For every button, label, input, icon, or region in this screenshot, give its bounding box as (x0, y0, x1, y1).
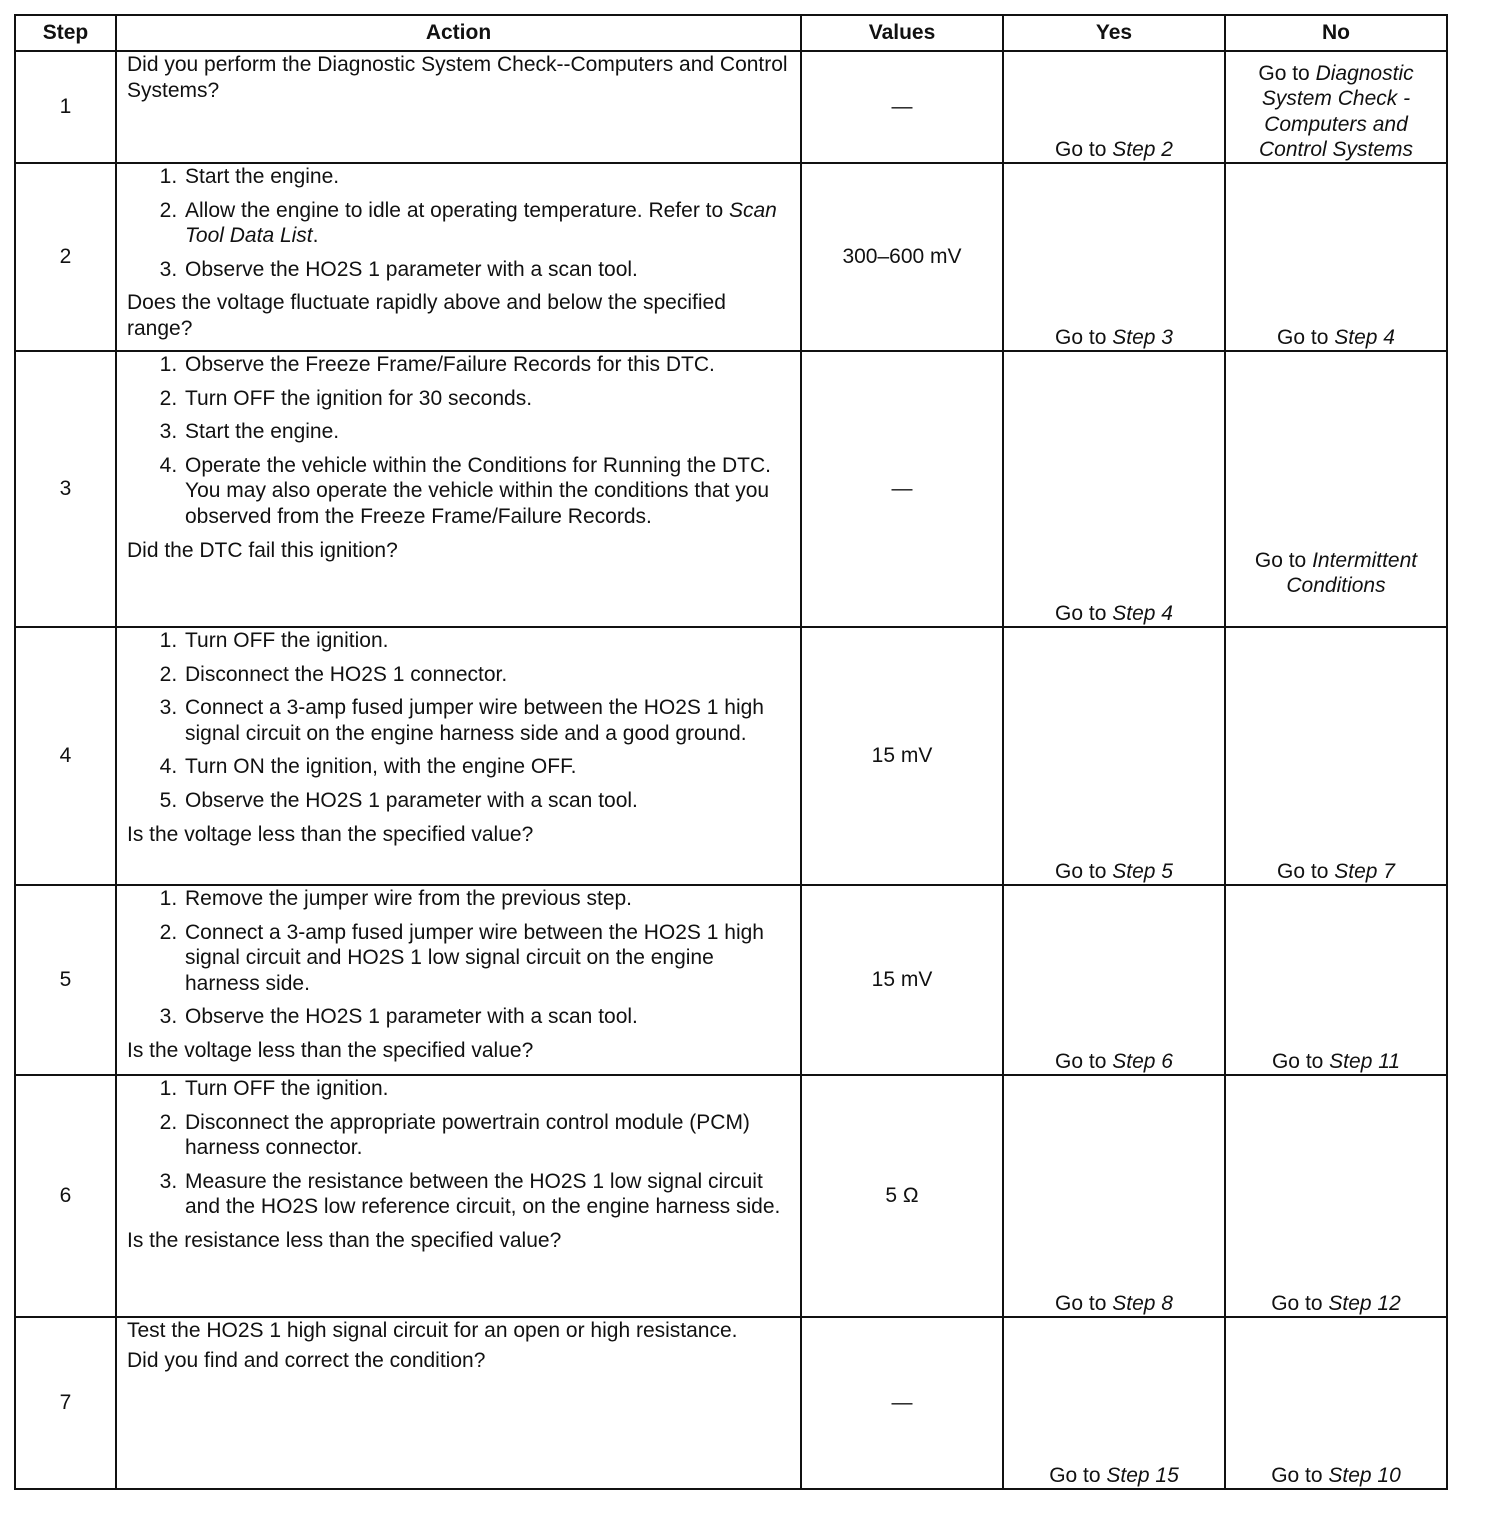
value-cell: 15 mV (801, 627, 1003, 885)
action-step: 2. Turn OFF the ignition for 30 seconds. (183, 386, 790, 412)
no-prefix: Go to (1277, 325, 1335, 349)
table-body (15, 51, 1447, 1489)
yes-target-link[interactable]: Step 15 (1106, 1464, 1179, 1487)
yes-target-link[interactable]: Step 8 (1112, 1292, 1173, 1315)
yes-cell (1003, 51, 1225, 163)
step-number: 5 (15, 885, 116, 1075)
action-step: 4. Turn ON the ignition, with the engine OFF. (183, 754, 790, 780)
no-cell (1225, 163, 1447, 351)
step-number: 1 (15, 51, 116, 163)
step-number: 3 (15, 351, 116, 627)
table-row (15, 885, 1447, 1075)
header-row (15, 15, 1447, 51)
action-cell (116, 627, 801, 885)
action-step: 2. Connect a 3-amp fused jumper wire between the HO2S 1 high signal circuit and HO2S 1 low signal circuit on the engine harness side. (183, 920, 790, 997)
table-row (15, 627, 1447, 885)
step-number: 6 (15, 1075, 116, 1317)
action-cell (116, 51, 801, 163)
action-cell (116, 351, 801, 627)
action-step: 1. Turn OFF the ignition. (183, 1076, 790, 1102)
no-target-link[interactable]: Step 12 (1328, 1291, 1401, 1315)
step-number: 4 (15, 627, 116, 885)
action-steps-list (127, 352, 790, 530)
header-action: Action (116, 15, 801, 51)
action-cell (116, 1317, 801, 1489)
diagnostic-table (14, 14, 1448, 1490)
no-target-link[interactable]: Step 4 (1334, 325, 1395, 349)
action-step: 2. Disconnect the appropriate powertrain control module (PCM) harness connector. (183, 1110, 790, 1161)
header-yes: Yes (1003, 15, 1225, 51)
action-step: 5. Observe the HO2S 1 parameter with a scan tool. (183, 788, 790, 814)
action-question: Did the DTC fail this ignition? (127, 538, 398, 562)
no-cell (1225, 627, 1447, 885)
yes-target-link[interactable]: Step 6 (1112, 1050, 1173, 1073)
step-number: 2 (15, 163, 116, 351)
action-question: Does the voltage fluctuate rapidly above and below the specified range? (127, 291, 726, 341)
yes-target-link[interactable]: Step 3 (1112, 326, 1173, 349)
yes-prefix: Go to (1055, 1292, 1113, 1315)
value-cell: 5 Ω (801, 1075, 1003, 1317)
action-steps-list (127, 628, 790, 814)
step-number: 7 (15, 1317, 116, 1489)
no-prefix: Go to (1271, 1291, 1329, 1315)
header-values: Values (801, 15, 1003, 51)
action-step: 3. Observe the HO2S 1 parameter with a scan tool. (183, 257, 790, 283)
action-step: 1. Observe the Freeze Frame/Failure Records for this DTC. (183, 352, 790, 378)
no-target-link[interactable]: Intermittent Conditions (1286, 548, 1418, 597)
no-cell (1225, 351, 1447, 627)
yes-cell (1003, 351, 1225, 627)
yes-prefix: Go to (1055, 326, 1113, 349)
value-cell: — (801, 351, 1003, 627)
value-cell: 15 mV (801, 885, 1003, 1075)
action-step: 2. Disconnect the HO2S 1 connector. (183, 662, 790, 688)
value-cell: — (801, 1317, 1003, 1489)
action-question: Did you find and correct the condition? (127, 1348, 486, 1372)
action-cell (116, 163, 801, 351)
action-step: 1. Turn OFF the ignition. (183, 628, 790, 654)
yes-target-link[interactable]: Step 2 (1112, 138, 1173, 161)
action-step: 2. Allow the engine to idle at operating temperature. Refer to Scan Tool Data List. (183, 198, 790, 249)
action-intro: Did you perform the Diagnostic System Check--Computers and Control Systems? (127, 53, 788, 102)
action-step: 3. Measure the resistance between the HO2S 1 low signal circuit and the HO2S low reference circuit, on the engine harness side. (183, 1169, 790, 1220)
yes-cell (1003, 163, 1225, 351)
action-step: 4. Operate the vehicle within the Conditions for Running the DTC. You may also operate the vehicle within the conditions that you observed from the Freeze Frame/Failure Records. (183, 453, 790, 530)
no-prefix: Go to (1271, 1049, 1330, 1073)
yes-prefix: Go to (1055, 1050, 1113, 1073)
no-target-link[interactable]: Diagnostic System Check - Computers and Control Systems (1258, 62, 1414, 161)
action-step: 3. Observe the HO2S 1 parameter with a scan tool. (183, 1004, 790, 1030)
table-row (15, 51, 1447, 163)
no-cell (1225, 51, 1447, 163)
table-row (15, 351, 1447, 627)
action-step: 3. Start the engine. (183, 419, 790, 445)
no-target-link[interactable]: Step 10 (1328, 1463, 1401, 1487)
yes-target-link[interactable]: Step 4 (1112, 602, 1173, 625)
no-target-link[interactable]: Step 7 (1334, 859, 1395, 883)
action-steps-list (127, 164, 790, 282)
action-step: 1. Remove the jumper wire from the previous step. (183, 886, 790, 912)
action-question: Is the voltage less than the specified value? (127, 1039, 534, 1063)
yes-prefix: Go to (1055, 602, 1113, 625)
no-target-link[interactable]: Step 11 (1329, 1049, 1401, 1073)
action-question: Is the resistance less than the specified value? (127, 1229, 562, 1253)
header-no: No (1225, 15, 1447, 51)
yes-cell (1003, 1317, 1225, 1489)
table-row (15, 163, 1447, 351)
yes-prefix: Go to (1055, 860, 1113, 883)
table-row (15, 1317, 1447, 1489)
yes-prefix: Go to (1049, 1464, 1107, 1487)
no-prefix: Go to (1254, 548, 1313, 572)
action-steps-list (127, 886, 790, 1030)
value-cell: — (801, 51, 1003, 163)
yes-cell (1003, 627, 1225, 885)
value-cell: 300–600 mV (801, 163, 1003, 351)
yes-prefix: Go to (1055, 138, 1113, 161)
no-cell (1225, 1317, 1447, 1489)
no-prefix: Go to (1258, 62, 1316, 86)
action-cell (116, 885, 801, 1075)
action-cell (116, 1075, 801, 1317)
yes-target-link[interactable]: Step 5 (1112, 860, 1173, 883)
action-step: 3. Connect a 3-amp fused jumper wire between the HO2S 1 high signal circuit on the engine harness side and a good ground. (183, 695, 790, 746)
header-step: Step (15, 15, 116, 51)
no-cell (1225, 1075, 1447, 1317)
action-question: Is the voltage less than the specified value? (127, 822, 534, 846)
action-intro: Test the HO2S 1 high signal circuit for an open or high resistance. (127, 1319, 738, 1342)
no-cell (1225, 885, 1447, 1075)
no-prefix: Go to (1271, 1463, 1329, 1487)
action-step: 1. Start the engine. (183, 164, 790, 190)
yes-cell (1003, 885, 1225, 1075)
action-steps-list (127, 1076, 790, 1220)
yes-cell (1003, 1075, 1225, 1317)
table-row (15, 1075, 1447, 1317)
no-prefix: Go to (1277, 859, 1335, 883)
